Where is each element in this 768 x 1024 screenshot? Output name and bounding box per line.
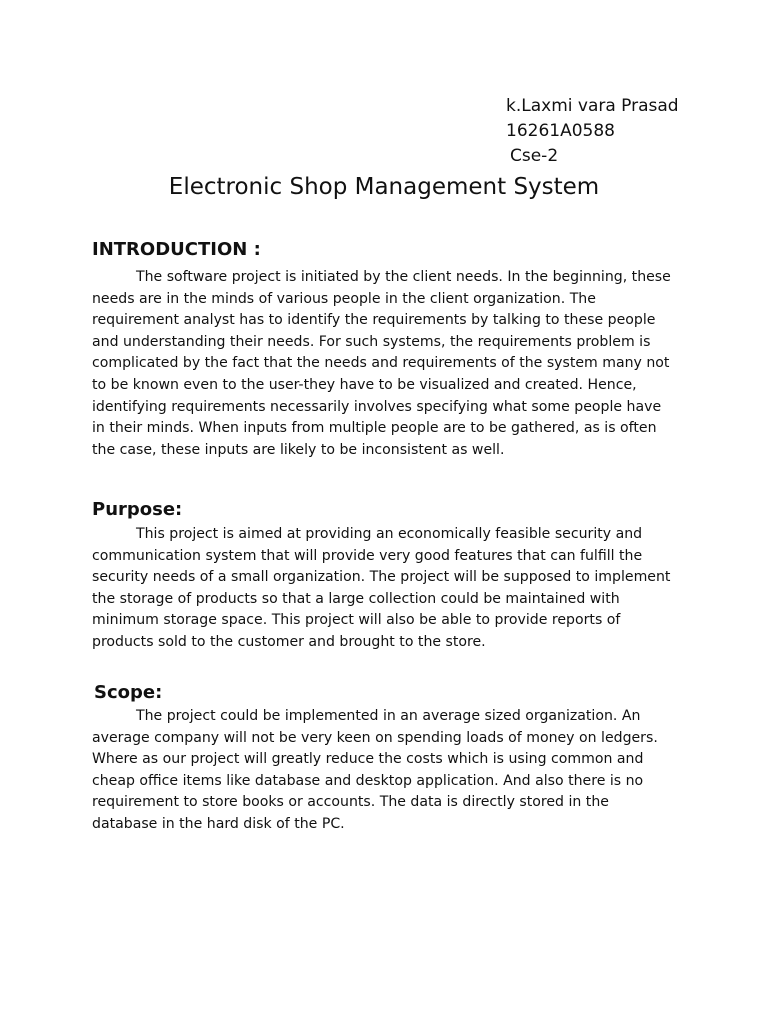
paragraph-line: Where as our project will greatly reduce the costs which is using common and bbox=[92, 751, 644, 768]
paragraph-line: requirement analyst has to identify the requirements by talking to these people bbox=[92, 312, 656, 329]
paragraph-line: identifying requirements necessarily involves specifying what some people have bbox=[92, 398, 662, 415]
introduction-heading: INTRODUCTION : bbox=[92, 239, 261, 260]
scope-heading: Scope: bbox=[94, 682, 163, 703]
paragraph-line: the storage of products so that a large collection could be maintained with bbox=[92, 590, 620, 607]
author-block bbox=[506, 94, 679, 169]
paragraph-line: the case, these inputs are likely to be inconsistent as well. bbox=[92, 441, 505, 458]
paragraph-line: and understanding their needs. For such systems, the requirements problem is bbox=[92, 333, 651, 350]
paragraph-line: minimum storage space. This project will also be able to provide reports of bbox=[92, 612, 621, 629]
paragraph-line: in their minds. When inputs from multiple people are to be gathered, as is often bbox=[92, 420, 657, 437]
author-roll-number: 16261A0588 bbox=[506, 121, 615, 141]
document-title: Electronic Shop Management System bbox=[168, 174, 600, 200]
paragraph-line: This project is aimed at providing an economically feasible security and bbox=[136, 526, 643, 542]
paragraph-line: cheap office items like database and desktop application. And also there is no bbox=[92, 772, 644, 789]
scope-paragraph bbox=[92, 706, 682, 836]
paragraph-line: security needs of a small organization. The project will be supposed to implement bbox=[92, 569, 671, 586]
purpose-heading: Purpose: bbox=[92, 499, 183, 520]
introduction-paragraph bbox=[92, 267, 682, 461]
paragraph-line: products sold to the customer and brought to the store. bbox=[92, 633, 486, 650]
author-name: k.Laxmi vara Prasad bbox=[506, 96, 679, 116]
paragraph-line: needs are in the minds of various people in the client organization. The bbox=[92, 290, 596, 307]
paragraph-line: The software project is initiated by the client needs. In the beginning, these bbox=[136, 269, 671, 285]
author-section: Cse-2 bbox=[510, 146, 559, 166]
paragraph-line: complicated by the fact that the needs and requirements of the system many not bbox=[92, 355, 670, 372]
paragraph-line: requirement to store books or accounts. The data is directly stored in the bbox=[92, 794, 609, 811]
purpose-paragraph bbox=[92, 524, 682, 654]
paragraph-line: average company will not be very keen on spending loads of money on ledgers. bbox=[92, 729, 658, 746]
paragraph-line: communication system that will provide very good features that can fulfill the bbox=[92, 547, 643, 564]
paragraph-line: to be known even to the user-they have to be visualized and created. Hence, bbox=[92, 376, 637, 393]
paragraph-line: The project could be implemented in an average sized organization. An bbox=[136, 708, 641, 724]
paragraph-line: database in the hard disk of the PC. bbox=[92, 815, 345, 832]
